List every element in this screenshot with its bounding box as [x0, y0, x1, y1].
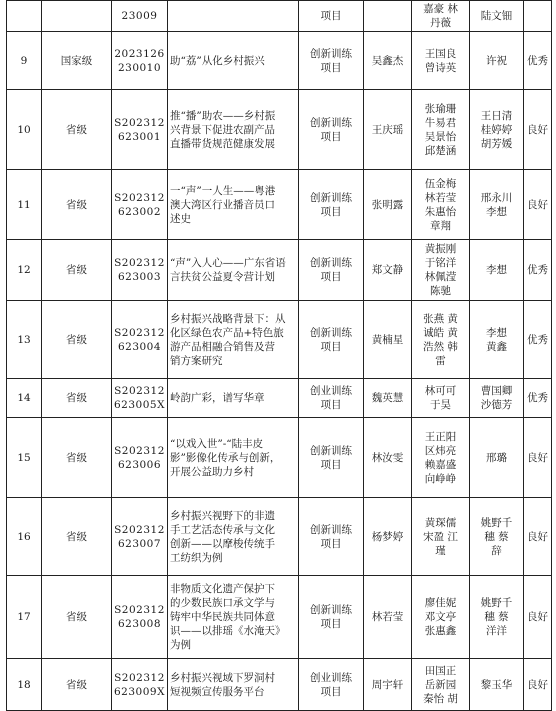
project-members: 田国正 岳新园 秦怡 胡 — [412, 659, 470, 711]
project-name: 推“播”助农——乡村振 兴背景下促进农副产品 直播带货规范健康发展 — [168, 90, 299, 170]
project-members: 王国良 曾诗英 — [412, 32, 470, 90]
project-code: S202312 623002 — [112, 170, 168, 240]
project-level: 省级 — [42, 659, 112, 711]
project-leader: 杨梦婷 — [364, 498, 412, 576]
project-leader: 魏英慧 — [364, 379, 412, 418]
project-level: 省级 — [42, 90, 112, 170]
project-result: 优秀 — [524, 32, 552, 90]
project-members: 嘉豪 林 丹薇 — [412, 1, 470, 32]
table-row — [7, 90, 552, 170]
project-name: “以戏入世”-“陆丰皮 影”影像化传承与创新， 开展公益助力乡村 — [168, 418, 299, 498]
row-number: 9 — [7, 32, 42, 90]
project-level: 省级 — [42, 301, 112, 379]
project-level: 国家级 — [42, 32, 112, 90]
project-type: 创新训练 项目 — [299, 90, 364, 170]
project-type: 创新训练 项目 — [299, 498, 364, 576]
project-advisor: 姚野千 穗 蔡 辞 — [470, 498, 524, 576]
project-type: 项目 — [299, 1, 364, 32]
project-advisor: 黎玉华 — [470, 659, 524, 711]
project-table — [6, 0, 552, 711]
project-advisor: 王日清 桂婷婷 胡芳媛 — [470, 90, 524, 170]
project-name: 一“声”一人生——粤港 澳大湾区行业播音员口 述史 — [168, 170, 299, 240]
project-result: 良好 — [524, 418, 552, 498]
table-row — [7, 498, 552, 576]
project-result: 良好 — [524, 659, 552, 711]
project-level: 省级 — [42, 576, 112, 659]
table-row — [7, 379, 552, 418]
project-code: S202312 623009X — [112, 659, 168, 711]
project-level: 省级 — [42, 170, 112, 240]
project-level: 省级 — [42, 379, 112, 418]
project-level — [42, 1, 112, 32]
table-row — [7, 659, 552, 711]
table-row — [7, 301, 552, 379]
project-code: S202312 623006 — [112, 418, 168, 498]
row-number: 17 — [7, 576, 42, 659]
project-level: 省级 — [42, 418, 112, 498]
project-type: 创新训练 项目 — [299, 301, 364, 379]
project-type: 创新训练 项目 — [299, 32, 364, 90]
project-leader: 周宇轩 — [364, 659, 412, 711]
row-number: 11 — [7, 170, 42, 240]
project-code: S202312 623005X — [112, 379, 168, 418]
project-level: 省级 — [42, 240, 112, 301]
project-name: 乡村振兴视域下罗洞村 短视频宣传服务平台 — [168, 659, 299, 711]
project-advisor: 李想 黄鑫 — [470, 301, 524, 379]
project-advisor: 姚野千 穗 蔡 洋洋 — [470, 576, 524, 659]
row-number: 12 — [7, 240, 42, 301]
project-result: 良好 — [524, 170, 552, 240]
table-row — [7, 32, 552, 90]
project-name: 非物质文化遗产保护下 的少数民族口承文学与 铸牢中华民族共同体意 识——以排瑶《水淹天》 为例 — [168, 576, 299, 659]
project-members: 张瑜珊 牛易君 吴景怡 邱楚涵 — [412, 90, 470, 170]
project-advisor: 许祝 — [470, 32, 524, 90]
project-code: 23009 — [112, 1, 168, 32]
project-level: 省级 — [42, 498, 112, 576]
project-name — [168, 1, 299, 32]
project-result: 良好 — [524, 90, 552, 170]
project-advisor: 陆文钿 — [470, 1, 524, 32]
row-number: 14 — [7, 379, 42, 418]
project-name: 岭韵广彩，谱写华章 — [168, 379, 299, 418]
project-leader: 张明露 — [364, 170, 412, 240]
project-advisor: 曹国卿 沙德芳 — [470, 379, 524, 418]
project-code: S202312 623003 — [112, 240, 168, 301]
project-members: 伍金梅 林若莹 朱惠怡 章翔 — [412, 170, 470, 240]
project-result: 良好 — [524, 498, 552, 576]
project-result — [524, 1, 552, 32]
project-leader: 黄楠星 — [364, 301, 412, 379]
project-name: “声”入人心——广东省语 言扶贫公益夏令营计划 — [168, 240, 299, 301]
project-result: 优秀 — [524, 240, 552, 301]
project-leader: 林汝雯 — [364, 418, 412, 498]
project-members: 黄振刚 于铭洋 林佩滢 陈驰 — [412, 240, 470, 301]
project-type: 创新训练 项目 — [299, 576, 364, 659]
project-result: 优秀 — [524, 301, 552, 379]
table-row — [7, 418, 552, 498]
project-leader — [364, 1, 412, 32]
table-row — [7, 240, 552, 301]
project-type: 创新训练 项目 — [299, 240, 364, 301]
project-advisor: 李想 — [470, 240, 524, 301]
row-number: 13 — [7, 301, 42, 379]
project-advisor: 邢璐 — [470, 418, 524, 498]
project-leader: 林若莹 — [364, 576, 412, 659]
project-leader: 王庆瑶 — [364, 90, 412, 170]
row-number: 15 — [7, 418, 42, 498]
project-leader: 郑文静 — [364, 240, 412, 301]
project-type: 创业训练 项目 — [299, 659, 364, 711]
project-members: 王正阳 区炜亮 赖嘉盛 向峥峥 — [412, 418, 470, 498]
table-row — [7, 1, 552, 32]
project-name: 助“荔”从化乡村振兴 — [168, 32, 299, 90]
project-name: 乡村振兴视野下的非遗 手工艺活态传承与文化 创新——以摩梭传统手 工纺织为例 — [168, 498, 299, 576]
row-number: 18 — [7, 659, 42, 711]
project-advisor: 邢永川 李想 — [470, 170, 524, 240]
project-leader: 吴鑫杰 — [364, 32, 412, 90]
row-number: 16 — [7, 498, 42, 576]
project-result: 优秀 — [524, 379, 552, 418]
table-row — [7, 170, 552, 240]
project-code: S202312 623007 — [112, 498, 168, 576]
project-type: 创新训练 项目 — [299, 170, 364, 240]
project-code: S202312 623008 — [112, 576, 168, 659]
project-code: S202312 623004 — [112, 301, 168, 379]
row-number: 10 — [7, 90, 42, 170]
project-code: 2023126 230010 — [112, 32, 168, 90]
project-members: 林可可 于昊 — [412, 379, 470, 418]
project-members: 张燕 黄 诚皓 黄 浩然 韩 雷 — [412, 301, 470, 379]
row-number — [7, 1, 42, 32]
project-result: 良好 — [524, 576, 552, 659]
project-type: 创业训练 项目 — [299, 379, 364, 418]
project-code: S202312 623001 — [112, 90, 168, 170]
project-name: 乡村振兴战略背景下：从 化区绿色农产品+特色旅 游产品相融合销售及营 销方案研究 — [168, 301, 299, 379]
project-members: 廖佳妮 邓文亭 张惠鑫 — [412, 576, 470, 659]
project-members: 黄琛儒 宋盈 江 瑾 — [412, 498, 470, 576]
project-type: 创新训练 项目 — [299, 418, 364, 498]
table-row — [7, 576, 552, 659]
